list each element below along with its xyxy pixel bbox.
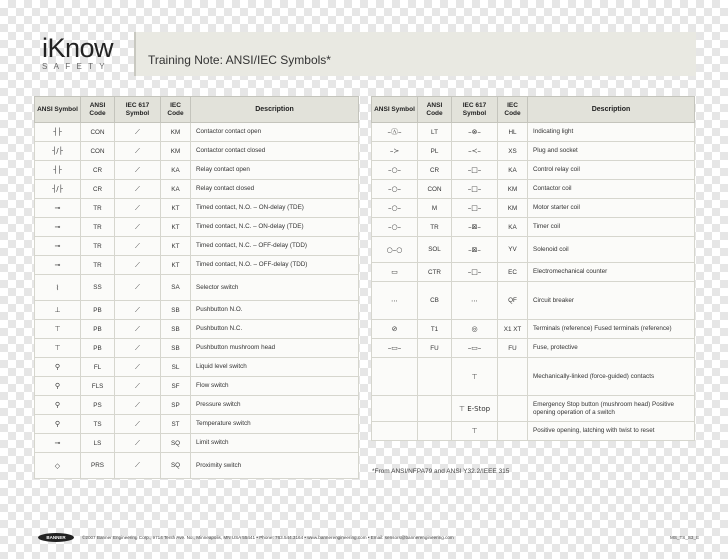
iec-symbol-cell: [115, 218, 161, 237]
ansi-symbol-cell: [35, 434, 81, 453]
symbol-row: [372, 161, 695, 180]
iec-symbol-cell: [115, 161, 161, 180]
symbol-row: [372, 237, 695, 263]
ansi-symbol-cell: [372, 320, 418, 339]
symbol-row: [35, 396, 359, 415]
ansi-code-cell: LT: [418, 123, 452, 142]
iec-code-cell: SP: [161, 396, 191, 415]
symbol-row: [35, 142, 359, 161]
symbol-row: [372, 396, 695, 422]
ansi-symbol-cell: [35, 256, 81, 275]
ansi-symbol-icon: –○–: [387, 185, 402, 193]
iec-symbol-cell: [115, 339, 161, 358]
ansi-symbol-header: ANSI Symbol: [372, 97, 418, 123]
symbol-row: [372, 218, 695, 237]
iec-symbol-icon: ⟋: [135, 438, 140, 447]
ansi-symbol-icon: ○–○: [386, 245, 403, 254]
ansi-symbol-icon: ⊸: [54, 223, 61, 231]
ansi-symbol-cell: [372, 123, 418, 142]
symbol-row: [372, 180, 695, 199]
iec-code-cell: SB: [161, 339, 191, 358]
ansi-code-cell: TR: [81, 256, 115, 275]
symbol-row: [35, 339, 359, 358]
banner-logo-badge: BANNER: [38, 533, 74, 542]
symbol-row: [35, 415, 359, 434]
iec-code-header: IEC Code: [161, 97, 191, 123]
ansi-symbol-cell: [372, 199, 418, 218]
iec-symbol-cell: [452, 422, 498, 441]
ansi-symbol-cell: [372, 422, 418, 441]
ansi-symbol-icon: ┤/├: [52, 147, 63, 155]
iec-symbol-icon: ⟋: [135, 283, 140, 291]
iec-symbol-icon: ⋯: [471, 296, 478, 305]
ansi-symbol-icon: ⊤: [54, 325, 61, 333]
ansi-symbol-cell: [35, 415, 81, 434]
ansi-code-cell: T1: [418, 320, 452, 339]
ansi-symbol-icon: –○–: [387, 204, 402, 212]
iec-symbol-cell: [452, 358, 498, 396]
iec-code-cell: SQ: [161, 453, 191, 479]
ansi-code-cell: CR: [81, 180, 115, 199]
ansi-symbol-cell: [372, 142, 418, 161]
symbol-row: [372, 199, 695, 218]
symbol-row: [35, 218, 359, 237]
iec-symbol-icon: ⟋: [135, 381, 140, 390]
ansi-symbol-icon: –≻: [389, 147, 400, 155]
ansi-symbol-cell: [35, 218, 81, 237]
description-cell: Timer coil: [528, 218, 695, 237]
ansi-code-cell: CR: [81, 161, 115, 180]
ansi-code-cell: FLS: [81, 377, 115, 396]
description-cell: Pushbutton mushroom head: [191, 339, 359, 358]
description-cell: Plug and socket: [528, 142, 695, 161]
description-cell: Flow switch: [191, 377, 359, 396]
ansi-symbol-icon: –Ⓐ–: [387, 128, 402, 136]
ansi-symbol-icon: ▭: [391, 268, 398, 276]
ansi-symbol-icon: ⊸: [54, 439, 61, 447]
iec-code-cell: KM: [498, 199, 528, 218]
ansi-code-cell: PB: [81, 301, 115, 320]
ansi-code-cell: [418, 358, 452, 396]
iec-code-cell: [498, 422, 528, 441]
ansi-symbol-cell: [372, 263, 418, 282]
page-title: Training Note: ANSI/IEC Symbols*: [148, 53, 331, 67]
iec-code-cell: SF: [161, 377, 191, 396]
iec-code-cell: FU: [498, 339, 528, 358]
logo-main-text: iKnow: [42, 33, 114, 63]
ansi-symbol-cell: [35, 142, 81, 161]
ansi-symbol-cell: [372, 237, 418, 263]
symbol-row: [35, 275, 359, 301]
iec-code-cell: EC: [498, 263, 528, 282]
symbol-row: [35, 301, 359, 320]
ansi-code-cell: PB: [81, 320, 115, 339]
ansi-symbol-icon: –○–: [387, 223, 402, 231]
ansi-code-header: ANSI Code: [81, 97, 115, 123]
description-cell: Temperature switch: [191, 415, 359, 434]
iec-symbol-cell: [452, 199, 498, 218]
symbol-row: [372, 320, 695, 339]
right-table-body: [372, 123, 695, 441]
iknow-safety-logo: [42, 34, 132, 74]
iec-symbol-icon: –⊗–: [468, 128, 481, 136]
description-header: Description: [528, 97, 695, 123]
iec-symbol-icon: –⊠–: [468, 223, 481, 231]
ansi-symbol-cell: [372, 339, 418, 358]
ansi-symbol-icon: ⊸: [54, 242, 61, 250]
iec-symbol-icon: ⊤: [471, 427, 478, 435]
iec-symbol-cell: [115, 256, 161, 275]
iec-code-cell: KA: [161, 161, 191, 180]
iec-symbol-icon: ⟋: [135, 241, 140, 250]
iec-code-cell: X1 XT: [498, 320, 528, 339]
iec-code-cell: SB: [161, 301, 191, 320]
ansi-symbol-icon: –○–: [387, 166, 402, 174]
iec-code-cell: KT: [161, 199, 191, 218]
footer-doc-code: MS_TS_S3_E: [670, 535, 700, 540]
ansi-symbol-icon: ⊤: [54, 344, 61, 352]
ansi-symbol-cell: [35, 377, 81, 396]
symbol-row: [35, 180, 359, 199]
iec-symbol-cell: [115, 142, 161, 161]
ansi-code-cell: PRS: [81, 453, 115, 479]
iec-code-cell: KT: [161, 237, 191, 256]
iec-code-cell: HL: [498, 123, 528, 142]
iec-symbol-icon: ⟋: [135, 324, 140, 333]
iec-symbol-cell: [452, 237, 498, 263]
iec-symbol-cell: [452, 218, 498, 237]
ansi-code-cell: CTR: [418, 263, 452, 282]
iec-symbol-cell: [452, 123, 498, 142]
ansi-symbol-icon: ◇: [54, 461, 61, 470]
iec-symbol-icon: ◎: [471, 325, 478, 333]
description-cell: Relay contact closed: [191, 180, 359, 199]
symbol-row: [35, 237, 359, 256]
symbol-row: [372, 358, 695, 396]
iec-code-cell: KA: [498, 161, 528, 180]
description-cell: Timed contact, N.O. – ON-delay (TDE): [191, 199, 359, 218]
ansi-symbol-cell: [35, 180, 81, 199]
ansi-code-cell: PS: [81, 396, 115, 415]
iec-symbol-icon: ⊤ E-Stop: [458, 404, 491, 413]
symbol-row: [35, 453, 359, 479]
symbol-row: [372, 263, 695, 282]
ansi-symbol-cell: [372, 161, 418, 180]
iec-code-cell: KA: [498, 218, 528, 237]
ansi-symbol-icon: ⊸: [54, 204, 61, 212]
iec-symbol-cell: [115, 377, 161, 396]
description-cell: Timed contact, N.C. – OFF-delay (TDD): [191, 237, 359, 256]
iec-symbol-icon: ⟋: [135, 362, 140, 371]
symbol-row: [372, 282, 695, 320]
left-table-body: [35, 123, 359, 479]
ansi-code-cell: TR: [81, 199, 115, 218]
iec-code-cell: [498, 358, 528, 396]
description-cell: Contactor contact closed: [191, 142, 359, 161]
iec-symbol-cell: [115, 434, 161, 453]
ansi-symbol-cell: [35, 199, 81, 218]
iec-symbol-icon: –≺–: [468, 147, 481, 155]
iec-symbol-cell: [452, 263, 498, 282]
ansi-symbol-cell: [35, 358, 81, 377]
description-cell: Mechanically-linked (force-guided) contacts: [528, 358, 695, 396]
iec-symbol-cell: [115, 396, 161, 415]
description-cell: Selector switch: [191, 275, 359, 301]
iec-symbol-icon: ⟋: [135, 343, 140, 352]
iec-symbol-icon: –▭–: [467, 344, 482, 352]
description-cell: Pushbutton N.O.: [191, 301, 359, 320]
ansi-code-header: ANSI Code: [418, 97, 452, 123]
ansi-code-cell: CON: [81, 142, 115, 161]
ansi-code-cell: CR: [418, 161, 452, 180]
iec-symbol-icon: ⟋: [135, 222, 140, 231]
symbol-row: [35, 377, 359, 396]
iec-symbol-icon: ⟋: [135, 305, 140, 314]
iec-symbol-icon: –□–: [467, 185, 482, 193]
right-symbol-table: [371, 96, 695, 441]
symbol-row: [35, 320, 359, 339]
ansi-code-cell: [418, 396, 452, 422]
ansi-symbol-icon: ⚲: [54, 382, 61, 390]
ansi-symbol-cell: [372, 358, 418, 396]
iec-symbol-cell: [452, 142, 498, 161]
ansi-symbol-cell: [372, 396, 418, 422]
ansi-symbol-icon: ⊸: [54, 261, 61, 269]
ansi-code-cell: PB: [81, 339, 115, 358]
iec-symbol-cell: [452, 282, 498, 320]
symbol-row: [372, 339, 695, 358]
description-cell: Pressure switch: [191, 396, 359, 415]
iec-symbol-cell: [115, 453, 161, 479]
iec-code-cell: KT: [161, 256, 191, 275]
iec-code-header: IEC Code: [498, 97, 528, 123]
symbol-row: [35, 161, 359, 180]
ansi-symbol-icon: ┤/├: [52, 185, 63, 193]
iec-symbol-icon: ⟋: [135, 127, 140, 136]
ansi-code-cell: FU: [418, 339, 452, 358]
ansi-code-cell: LS: [81, 434, 115, 453]
ansi-code-cell: CB: [418, 282, 452, 320]
ansi-code-cell: SOL: [418, 237, 452, 263]
ansi-code-cell: CON: [418, 180, 452, 199]
iec-symbol-cell: [115, 301, 161, 320]
ansi-symbol-cell: [35, 275, 81, 301]
ansi-symbol-icon: ⋯: [391, 296, 398, 305]
symbol-row: [35, 434, 359, 453]
description-cell: Limit switch: [191, 434, 359, 453]
ansi-symbol-cell: [35, 123, 81, 142]
ansi-symbol-icon: ⚲: [54, 363, 61, 371]
description-cell: Fuse, protective: [528, 339, 695, 358]
iec-symbol-icon: –□–: [467, 268, 482, 276]
description-cell: Positive opening, latching with twist to reset: [528, 422, 695, 441]
description-cell: Motor starter coil: [528, 199, 695, 218]
description-header: Description: [191, 97, 359, 123]
ansi-symbol-cell: [372, 180, 418, 199]
iec-symbol-icon: ⟋: [135, 419, 140, 428]
iec-symbol-icon: ⟋: [135, 260, 140, 269]
description-cell: Contactor contact open: [191, 123, 359, 142]
description-cell: Timed contact, N.C. – ON-delay (TDE): [191, 218, 359, 237]
ansi-symbol-cell: [372, 218, 418, 237]
description-cell: Circuit breaker: [528, 282, 695, 320]
iec-symbol-icon: ⟋: [135, 461, 140, 469]
ansi-code-cell: [418, 422, 452, 441]
description-cell: Electromechanical counter: [528, 263, 695, 282]
iec-code-cell: QF: [498, 282, 528, 320]
symbol-row: [35, 358, 359, 377]
ansi-symbol-cell: [35, 301, 81, 320]
ansi-code-cell: TS: [81, 415, 115, 434]
description-cell: Indicating light: [528, 123, 695, 142]
ansi-symbol-cell: [35, 161, 81, 180]
iec-symbol-icon: ⟋: [135, 165, 140, 174]
iec-symbol-icon: ⟋: [135, 400, 140, 409]
ansi-code-cell: FL: [81, 358, 115, 377]
ansi-symbol-icon: ⌇: [55, 283, 60, 292]
iec-code-cell: [498, 396, 528, 422]
logo-sub-text: SAFETY: [42, 62, 111, 71]
header-bar: [134, 32, 696, 76]
iec-symbol-cell: [452, 320, 498, 339]
iec-code-cell: KM: [161, 123, 191, 142]
iec-symbol-cell: [115, 199, 161, 218]
footer-copyright: ©2007 Banner Engineering Corp., 9714 Tenth Ave. No., Minneapolis, MN USA 55441 • Phone: 763.544.3164 • www.bannerengineering.com • Email: sensors@bannerengineering.com: [82, 535, 454, 540]
iec-symbol-icon: –□–: [467, 204, 482, 212]
symbol-row: [372, 123, 695, 142]
iec-code-cell: YV: [498, 237, 528, 263]
iec-code-cell: ST: [161, 415, 191, 434]
ansi-code-cell: PL: [418, 142, 452, 161]
iec-symbol-cell: [452, 180, 498, 199]
ansi-symbol-cell: [35, 237, 81, 256]
iec-symbol-cell: [115, 180, 161, 199]
ansi-code-cell: M: [418, 199, 452, 218]
ansi-code-cell: TR: [418, 218, 452, 237]
iec-symbol-cell: [115, 415, 161, 434]
ansi-symbol-icon: ┤├: [53, 128, 62, 136]
ansi-symbol-icon: ⚲: [54, 420, 61, 428]
iec-symbol-cell: [452, 396, 498, 422]
symbol-row: [35, 256, 359, 275]
description-cell: Timed contact, N.O. – OFF-delay (TDD): [191, 256, 359, 275]
left-symbol-table: [34, 96, 359, 479]
ansi-symbol-icon: ┤├: [53, 166, 62, 174]
ansi-symbol-header: ANSI Symbol: [35, 97, 81, 123]
iec-symbol-cell: [115, 237, 161, 256]
description-cell: Terminals (reference) Fused terminals (reference): [528, 320, 695, 339]
iec-code-cell: KM: [161, 142, 191, 161]
ansi-symbol-icon: ⊘: [391, 325, 398, 333]
ansi-code-cell: SS: [81, 275, 115, 301]
iec-code-cell: SB: [161, 320, 191, 339]
iec-code-cell: KA: [161, 180, 191, 199]
description-cell: Liquid level switch: [191, 358, 359, 377]
symbol-row: [372, 142, 695, 161]
description-cell: Relay contact open: [191, 161, 359, 180]
ansi-symbol-cell: [35, 320, 81, 339]
description-cell: Pushbutton N.C.: [191, 320, 359, 339]
iec-symbol-icon: ⟋: [135, 203, 140, 212]
iec-code-cell: KT: [161, 218, 191, 237]
symbol-row: [35, 123, 359, 142]
iec-symbol-cell: [115, 320, 161, 339]
iec-symbol-cell: [115, 358, 161, 377]
ansi-code-cell: TR: [81, 237, 115, 256]
ansi-code-cell: CON: [81, 123, 115, 142]
symbol-row: [372, 422, 695, 441]
iec-symbol-cell: [452, 161, 498, 180]
description-cell: Proximity switch: [191, 453, 359, 479]
ansi-symbol-icon: ⊥: [54, 306, 61, 314]
symbol-row: [35, 199, 359, 218]
iec-symbol-icon: ⟋: [135, 184, 140, 193]
iec-symbol-icon: –□–: [467, 166, 482, 174]
iec-symbol-icon: ⊤: [471, 372, 478, 381]
iec-code-cell: XS: [498, 142, 528, 161]
ansi-symbol-cell: [372, 282, 418, 320]
description-cell: Emergency Stop button (mushroom head) Positive opening operation of a switch: [528, 396, 695, 422]
ansi-symbol-icon: –▭–: [387, 344, 402, 352]
ansi-symbol-cell: [35, 339, 81, 358]
iec-symbol-cell: [115, 123, 161, 142]
footnote: *From ANSI/NFPA79 and ANSI Y32.2/IEEE 315: [372, 468, 510, 475]
ansi-symbol-cell: [35, 453, 81, 479]
iec-symbol-icon: –⊠–: [468, 245, 481, 254]
iec-code-cell: SL: [161, 358, 191, 377]
iec-symbol-header: IEC 617 Symbol: [115, 97, 161, 123]
iec-symbol-cell: [452, 339, 498, 358]
description-cell: Contactor coil: [528, 180, 695, 199]
ansi-symbol-icon: ⚲: [54, 401, 61, 409]
description-cell: Solenoid coil: [528, 237, 695, 263]
iec-symbol-cell: [115, 275, 161, 301]
iec-symbol-header: IEC 617 Symbol: [452, 97, 498, 123]
ansi-code-cell: TR: [81, 218, 115, 237]
iec-symbol-icon: ⟋: [135, 146, 140, 155]
description-cell: Control relay coil: [528, 161, 695, 180]
ansi-symbol-cell: [35, 396, 81, 415]
iec-code-cell: SQ: [161, 434, 191, 453]
iec-code-cell: SA: [161, 275, 191, 301]
iec-code-cell: KM: [498, 180, 528, 199]
